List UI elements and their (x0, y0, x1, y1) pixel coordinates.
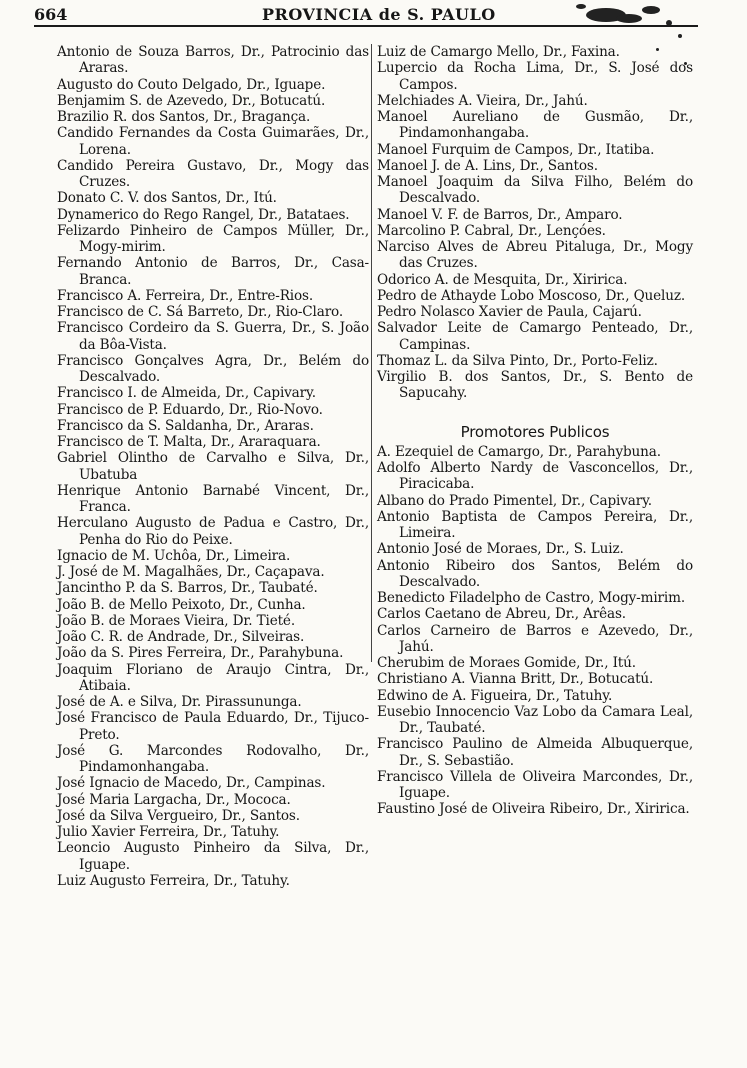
directory-entry: José de A. e Silva, Dr. Pirassununga. (57, 694, 302, 710)
column-divider (371, 44, 372, 662)
directory-entry: J. José de M. Magalhães, Dr., Caçapava. (57, 564, 325, 580)
directory-entry: João C. R. de Andrade, Dr., Silveiras. (57, 629, 305, 645)
promotores-entries (377, 444, 693, 818)
directory-entry: Manoel Furquim de Campos, Dr., Itatiba. (377, 141, 655, 158)
directory-entry: Fernando Antonio de Barros, Dr., Casa-Branca. (57, 255, 369, 288)
directory-entry: Francisco A. Ferreira, Dr., Entre-Rios. (57, 287, 314, 304)
directory-entry: Manoel J. de A. Lins, Dr., Santos. (377, 157, 598, 174)
directory-entry: Antonio Ribeiro dos Santos, Belém do Descalvado. (377, 557, 693, 590)
directory-entry: Francisco de P. Eduardo, Dr., Rio-Novo. (57, 401, 323, 418)
directory-entry: Leoncio Augusto Pinheiro da Silva, Dr., Iguape. (57, 840, 369, 873)
directory-entry: Antonio José de Moraes, Dr., S. Luiz. (377, 541, 624, 558)
directory-entry: Pedro Nolasco Xavier de Paula, Cajarú. (377, 304, 642, 320)
directory-entry: Manoel Joaquim da Silva Filho, Belém do Descalvado. (377, 174, 693, 207)
directory-entry: Albano do Prado Pimentel, Dr., Capivary. (377, 492, 652, 509)
directory-entry: Jancintho P. da S. Barros, Dr., Taubaté. (57, 580, 318, 597)
directory-entry: Francisco Gonçalves Agra, Dr., Belém do Descalvado. (57, 352, 369, 385)
directory-entry: Luiz de Camargo Mello, Dr., Faxina. (377, 44, 620, 60)
directory-entry: Brazilio R. dos Santos, Dr., Bragança. (57, 109, 311, 125)
directory-entry: Salvador Leite de Camargo Penteado, Dr., Campinas. (377, 320, 693, 353)
directory-entry: Dynamerico do Rego Rangel, Dr., Batataes. (57, 206, 350, 223)
directory-entry: Antonio Baptista de Campos Pereira, Dr., Limeira. (377, 508, 693, 541)
directory-entry: Candido Pereira Gustavo, Dr., Mogy das Cruzes. (57, 157, 369, 190)
running-title: PROVINCIA de S. PAULO (262, 5, 496, 24)
directory-entry: João da S. Pires Ferreira, Dr., Parahybuna. (57, 645, 344, 662)
directory-entry: A. Ezequiel de Camargo, Dr., Parahybuna. (377, 443, 661, 460)
directory-entry: João B. de Moraes Vieira, Dr. Tieté. (57, 612, 295, 629)
directory-entry: Odorico A. de Mesquita, Dr., Xiririca. (377, 271, 628, 288)
right-column (377, 44, 693, 818)
directory-entry: Gabriel Olintho de Carvalho e Silva, Dr., Ubatuba (57, 450, 369, 483)
directory-entry: Antonio de Souza Barros, Dr., Patrocinio das Araras. (57, 44, 369, 77)
header-rule (34, 25, 698, 27)
directory-entry: Faustino José de Oliveira Ribeiro, Dr., Xiririca. (377, 801, 690, 818)
directory-entry: Eusebio Innocencio Vaz Lobo da Camara Leal, Dr., Taubaté. (377, 703, 693, 736)
directory-entry: Benedicto Filadelpho de Castro, Mogy-mirim. (377, 590, 686, 606)
directory-entry: Ignacio de M. Uchôa, Dr., Limeira. (57, 547, 291, 564)
directory-entry: Joaquim Floriano de Araujo Cintra, Dr., Atibaia. (57, 661, 369, 694)
directory-entry: João B. de Mello Peixoto, Dr., Cunha. (57, 596, 306, 613)
directory-entry: Carlos Carneiro de Barros e Azevedo, Dr., Jahú. (377, 622, 693, 655)
directory-entry: Thomaz L. da Silva Pinto, Dr., Porto-Feliz. (377, 352, 658, 369)
directory-entry: Francisco da S. Saldanha, Dr., Araras. (57, 417, 314, 434)
directory-entry: Herculano Augusto de Padua e Castro, Dr., Penha do Rio do Peixe. (57, 515, 369, 548)
directory-entry: Cherubim de Moraes Gomide, Dr., Itú. (377, 655, 636, 671)
directory-entry: Manoel V. F. de Barros, Dr., Amparo. (377, 206, 623, 223)
page-number: 664 (34, 5, 68, 24)
directory-entry: José Maria Largacha, Dr., Mococa. (57, 791, 291, 808)
directory-entry: Francisco Paulino de Almeida Albuquerque, Dr., S. Sebastião. (377, 736, 693, 769)
directory-entry: Donato C. V. dos Santos, Dr., Itú. (57, 190, 277, 207)
directory-entry: Augusto do Couto Delgado, Dr., Iguape. (57, 76, 326, 93)
directory-entry: Francisco Villela de Oliveira Marcondes, Dr., Iguape. (377, 768, 693, 801)
directory-entry: Felizardo Pinheiro de Campos Müller, Dr., Mogy-mirim. (57, 222, 369, 255)
directory-entry: Francisco de C. Sá Barreto, Dr., Rio-Claro. (57, 304, 344, 320)
left-column (57, 44, 369, 889)
directory-entry: Carlos Caetano de Abreu, Dr., Arêas. (377, 606, 626, 623)
directory-entry: Manoel Aureliano de Gusmão, Dr., Pindamonhangaba. (377, 109, 693, 142)
directory-entry: Francisco de T. Malta, Dr., Araraquara. (57, 434, 321, 450)
directory-entry: José Francisco de Paula Eduardo, Dr., Tijuco-Preto. (57, 710, 369, 743)
directory-entry: Luiz Augusto Ferreira, Dr., Tatuhy. (57, 872, 290, 889)
directory-entry: Lupercio da Rocha Lima, Dr., S. José dos Campos. (377, 60, 693, 93)
directory-entry: Melchiades A. Vieira, Dr., Jahú. (377, 92, 588, 109)
directory-entry: Francisco Cordeiro da S. Guerra, Dr., S. João da Bôa-Vista. (57, 320, 369, 353)
directory-entry: Marcolino P. Cabral, Dr., Lençóes. (377, 222, 606, 239)
directory-entry: Adolfo Alberto Nardy de Vasconcellos, Dr., Piracicaba. (377, 460, 693, 493)
right-entries (377, 44, 693, 402)
directory-entry: Virgilio B. dos Santos, Dr., S. Bento de Sapucahy. (377, 369, 693, 402)
directory-entry: Narciso Alves de Abreu Pitaluga, Dr., Mogy das Cruzes. (377, 239, 693, 272)
directory-entry: Candido Fernandes da Costa Guimarães, Dr., Lorena. (57, 125, 369, 158)
directory-entry: Pedro de Athayde Lobo Moscoso, Dr., Queluz. (377, 287, 686, 304)
directory-entry: Julio Xavier Ferreira, Dr., Tatuhy. (57, 824, 280, 840)
directory-entry: Christiano A. Vianna Britt, Dr., Botucatú. (377, 671, 654, 688)
section-title-promotores: Promotores Publicos (460, 422, 610, 441)
directory-entry: José Ignacio de Macedo, Dr., Campinas. (57, 775, 326, 792)
directory-entry: Benjamim S. de Azevedo, Dr., Botucatú. (57, 92, 326, 109)
directory-entry: Edwino de A. Figueira, Dr., Tatuhy. (377, 687, 613, 704)
directory-entry: Francisco I. de Almeida, Dr., Capivary. (57, 385, 316, 402)
directory-entry: José da Silva Vergueiro, Dr., Santos. (57, 807, 300, 824)
directory-entry: Henrique Antonio Barnabé Vincent, Dr., Franca. (57, 482, 369, 515)
directory-entry: José G. Marcondes Rodovalho, Dr., Pindamonhangaba. (57, 742, 369, 775)
